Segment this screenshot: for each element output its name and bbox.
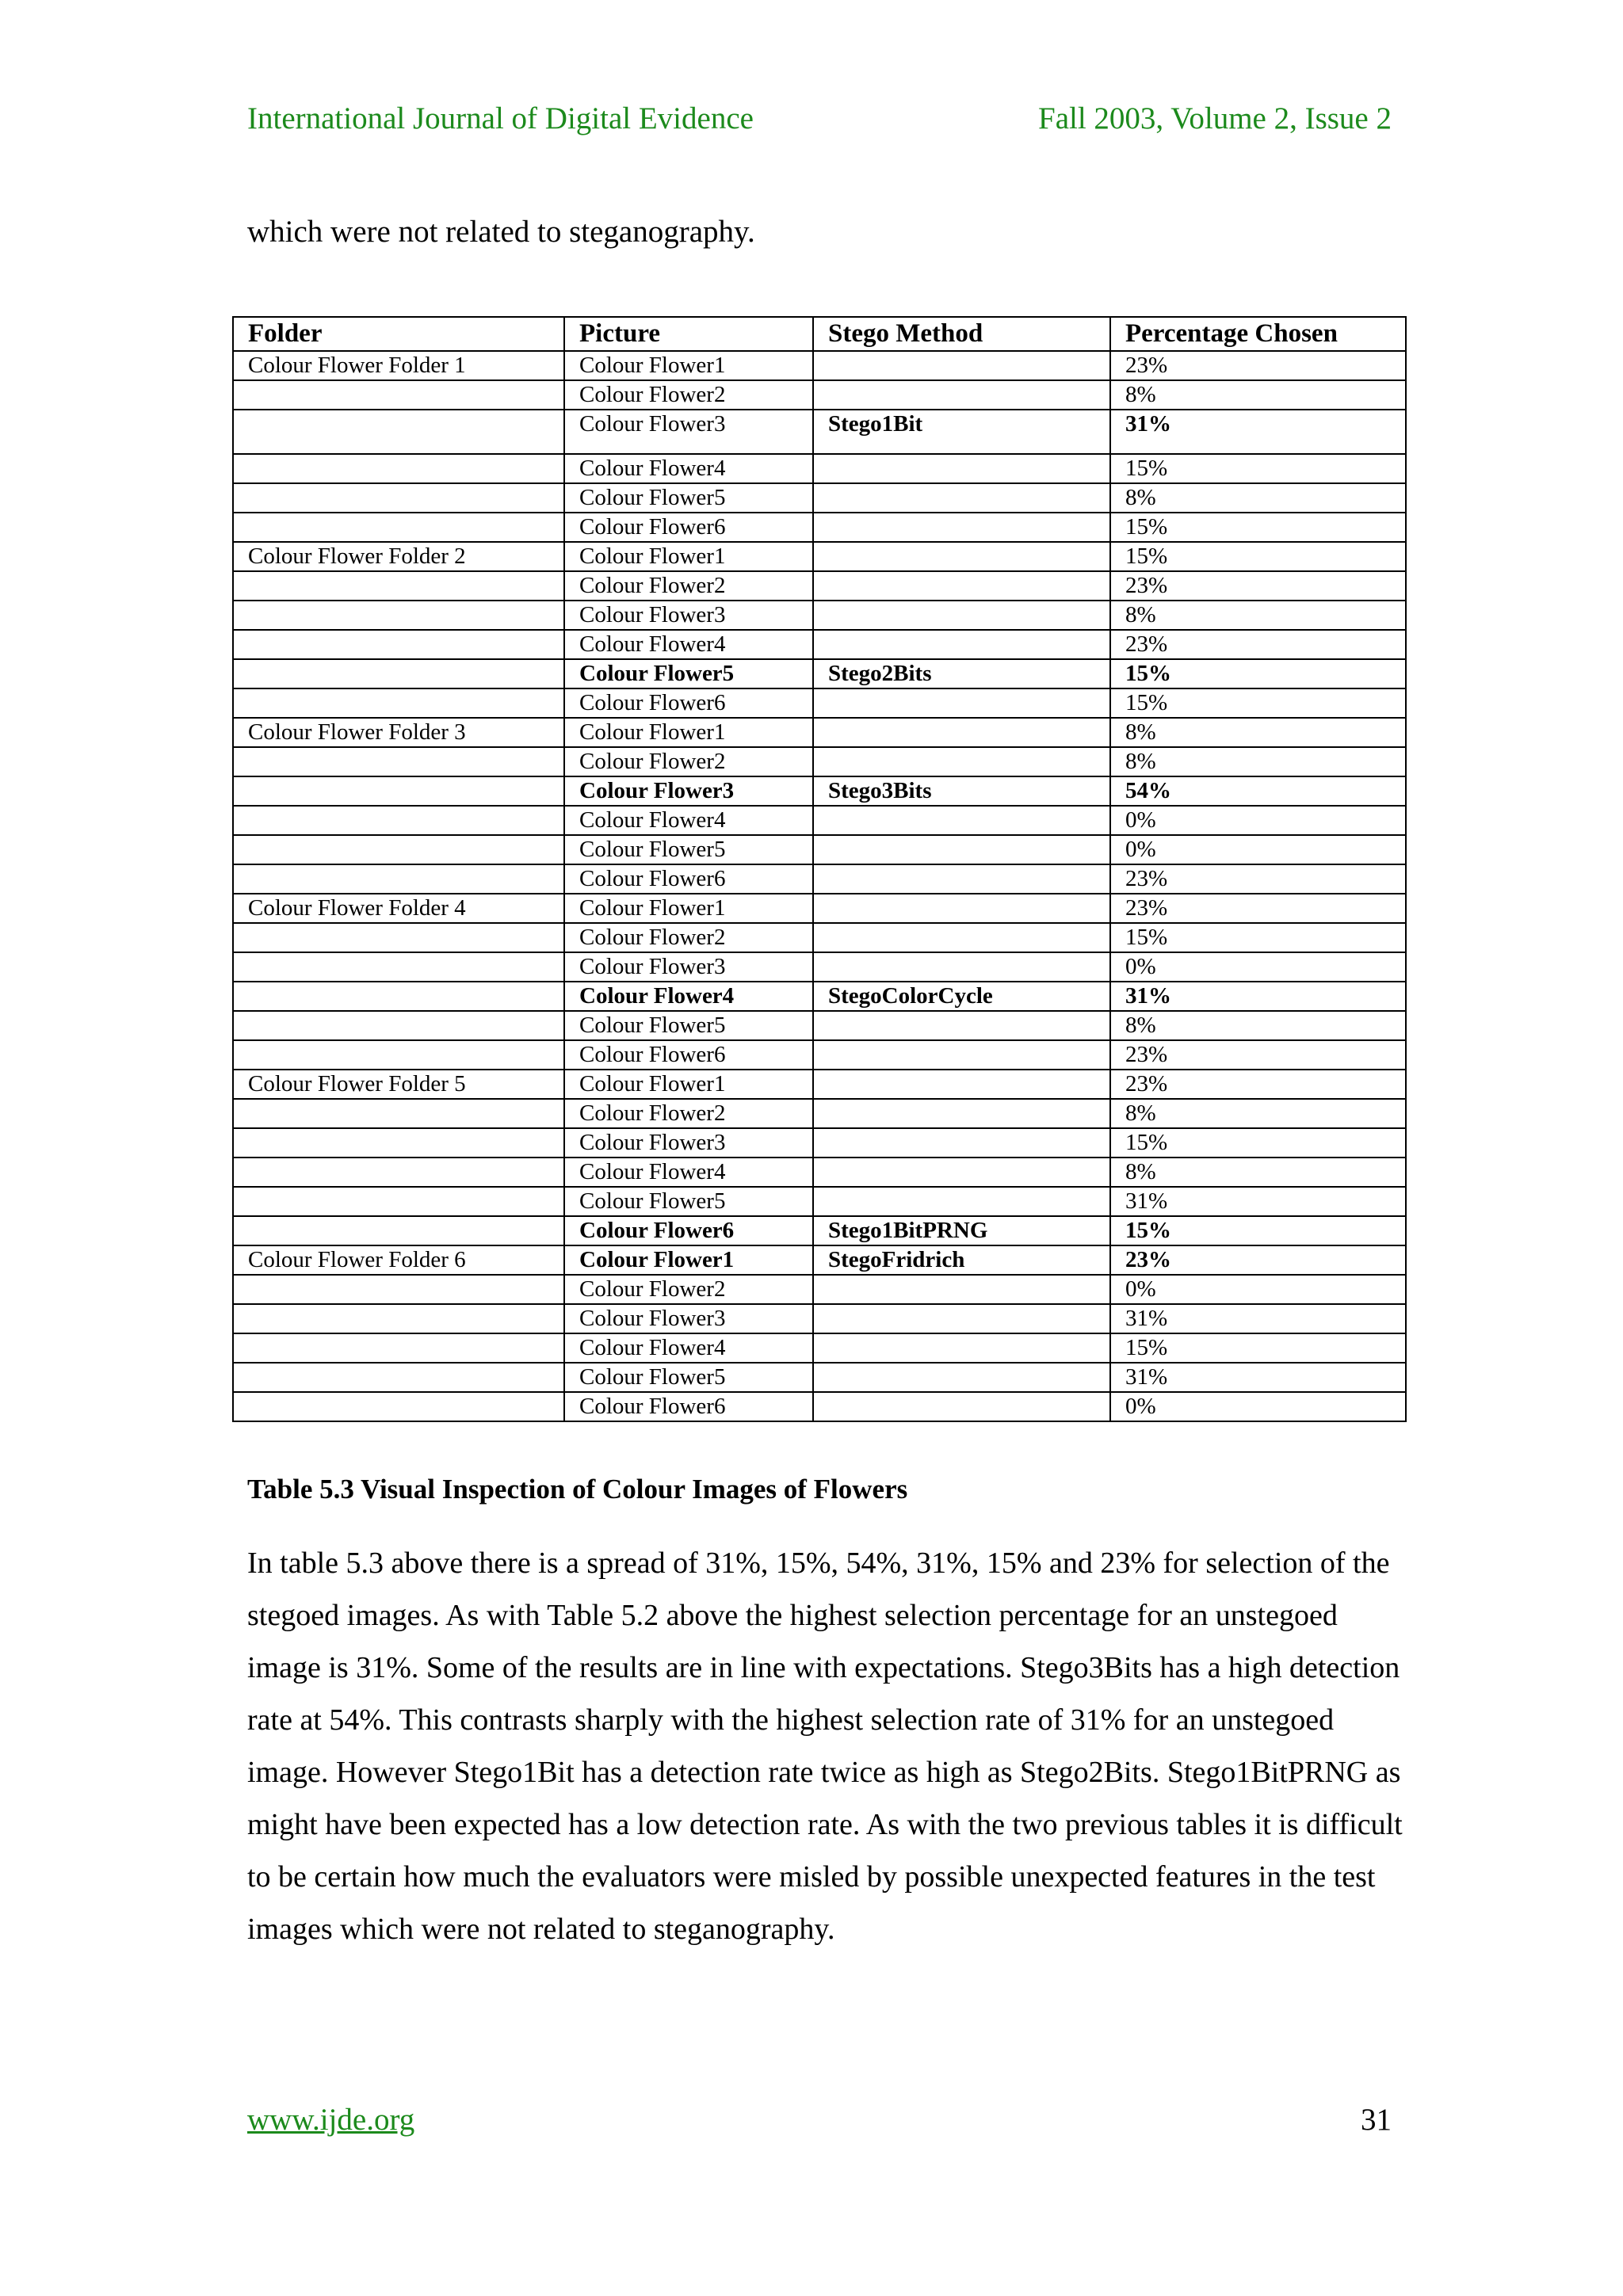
folder-cell bbox=[233, 571, 564, 601]
method-cell bbox=[813, 1070, 1110, 1099]
folder-cell bbox=[233, 410, 564, 454]
picture-cell: Colour Flower1 bbox=[564, 1245, 813, 1275]
picture-cell: Colour Flower1 bbox=[564, 542, 813, 571]
picture-cell: Colour Flower6 bbox=[564, 1040, 813, 1070]
percentage-cell: 8% bbox=[1110, 601, 1406, 630]
percentage-cell: 23% bbox=[1110, 351, 1406, 380]
picture-cell: Colour Flower6 bbox=[564, 1216, 813, 1245]
method-cell: Stego1Bit bbox=[813, 410, 1110, 454]
folder-cell bbox=[233, 1392, 564, 1421]
percentage-cell: 15% bbox=[1110, 513, 1406, 542]
percentage-cell: 31% bbox=[1110, 1304, 1406, 1333]
table-row bbox=[233, 630, 1406, 659]
folder-cell bbox=[233, 835, 564, 864]
picture-cell: Colour Flower3 bbox=[564, 410, 813, 454]
folder-cell bbox=[233, 1128, 564, 1158]
column-header-method: Stego Method bbox=[813, 317, 1110, 351]
table-row bbox=[233, 1245, 1406, 1275]
method-cell bbox=[813, 1187, 1110, 1216]
percentage-cell: 15% bbox=[1110, 659, 1406, 688]
method-cell bbox=[813, 454, 1110, 483]
percentage-cell: 23% bbox=[1110, 571, 1406, 601]
percentage-cell: 31% bbox=[1110, 1363, 1406, 1392]
table-row bbox=[233, 380, 1406, 410]
folder-cell bbox=[233, 630, 564, 659]
issue-info: Fall 2003, Volume 2, Issue 2 bbox=[1038, 101, 1392, 135]
table-caption: Table 5.3 Visual Inspection of Colour Images of Flowers bbox=[247, 1474, 908, 1505]
percentage-cell: 8% bbox=[1110, 747, 1406, 776]
folder-cell bbox=[233, 1363, 564, 1392]
percentage-cell: 0% bbox=[1110, 1275, 1406, 1304]
folder-cell: Colour Flower Folder 1 bbox=[233, 351, 564, 380]
percentage-cell: 23% bbox=[1110, 630, 1406, 659]
table-row bbox=[233, 806, 1406, 835]
percentage-cell: 8% bbox=[1110, 1011, 1406, 1040]
method-cell bbox=[813, 1011, 1110, 1040]
table-row bbox=[233, 1099, 1406, 1128]
method-cell bbox=[813, 1363, 1110, 1392]
percentage-cell: 31% bbox=[1110, 410, 1406, 454]
percentage-cell: 0% bbox=[1110, 806, 1406, 835]
folder-cell bbox=[233, 513, 564, 542]
body-paragraph: In table 5.3 above there is a spread of 31%, 15%, 54%, 31%, 15% and 23% for selection of the stegoed images. As with Table 5.2 above the highest selection percentage for an unstegoed image is 31%. Some of the results are in line with expectations. Stego3Bits has a high detection rate at 54%. This contrasts sharply with the highest selection rate of 31% for an unstegoed image. However Stego1Bit has a detection rate twice as high as Stego2Bits. Stego1BitPRNG as might have been expected has a low detection rate. As with the two previous tables it is difficult to be certain how much the evaluators were misled by possible unexpected features in the test images which were not related to steganography. bbox=[247, 1547, 1403, 1946]
picture-cell: Colour Flower3 bbox=[564, 1128, 813, 1158]
table-row bbox=[233, 1070, 1406, 1099]
footer-link[interactable]: www.ijde.org bbox=[247, 2103, 415, 2137]
percentage-cell: 15% bbox=[1110, 1216, 1406, 1245]
method-cell bbox=[813, 718, 1110, 747]
table-row bbox=[233, 1216, 1406, 1245]
table-row bbox=[233, 659, 1406, 688]
method-cell bbox=[813, 380, 1110, 410]
column-header-percentage: Percentage Chosen bbox=[1110, 317, 1406, 351]
picture-cell: Colour Flower2 bbox=[564, 747, 813, 776]
picture-cell: Colour Flower6 bbox=[564, 688, 813, 718]
folder-cell bbox=[233, 982, 564, 1011]
picture-cell: Colour Flower6 bbox=[564, 864, 813, 894]
column-header-folder: Folder bbox=[233, 317, 564, 351]
folder-cell bbox=[233, 952, 564, 982]
table-row bbox=[233, 982, 1406, 1011]
method-cell bbox=[813, 542, 1110, 571]
folder-cell: Colour Flower Folder 2 bbox=[233, 542, 564, 571]
table-row bbox=[233, 1187, 1406, 1216]
percentage-cell: 31% bbox=[1110, 982, 1406, 1011]
folder-cell: Colour Flower Folder 3 bbox=[233, 718, 564, 747]
percentage-cell: 8% bbox=[1110, 1099, 1406, 1128]
folder-cell: Colour Flower Folder 4 bbox=[233, 894, 564, 923]
table-row bbox=[233, 1275, 1406, 1304]
picture-cell: Colour Flower4 bbox=[564, 630, 813, 659]
percentage-cell: 15% bbox=[1110, 454, 1406, 483]
percentage-cell: 15% bbox=[1110, 923, 1406, 952]
folder-cell bbox=[233, 923, 564, 952]
column-header-picture: Picture bbox=[564, 317, 813, 351]
picture-cell: Colour Flower5 bbox=[564, 1187, 813, 1216]
table-row bbox=[233, 1040, 1406, 1070]
method-cell bbox=[813, 483, 1110, 513]
folder-cell bbox=[233, 1158, 564, 1187]
picture-cell: Colour Flower5 bbox=[564, 835, 813, 864]
folder-cell bbox=[233, 659, 564, 688]
picture-cell: Colour Flower3 bbox=[564, 776, 813, 806]
picture-cell: Colour Flower2 bbox=[564, 571, 813, 601]
table-row bbox=[233, 1011, 1406, 1040]
picture-cell: Colour Flower6 bbox=[564, 1392, 813, 1421]
percentage-cell: 15% bbox=[1110, 1128, 1406, 1158]
folder-cell bbox=[233, 1275, 564, 1304]
folder-cell bbox=[233, 1040, 564, 1070]
method-cell bbox=[813, 1392, 1110, 1421]
folder-cell bbox=[233, 1187, 564, 1216]
picture-cell: Colour Flower1 bbox=[564, 718, 813, 747]
picture-cell: Colour Flower4 bbox=[564, 454, 813, 483]
table-row bbox=[233, 952, 1406, 982]
method-cell bbox=[813, 513, 1110, 542]
folder-cell bbox=[233, 1216, 564, 1245]
percentage-cell: 0% bbox=[1110, 1392, 1406, 1421]
table-row bbox=[233, 1304, 1406, 1333]
percentage-cell: 31% bbox=[1110, 1187, 1406, 1216]
table-row bbox=[233, 1128, 1406, 1158]
table-row bbox=[233, 864, 1406, 894]
page-number: 31 bbox=[1361, 2103, 1392, 2137]
picture-cell: Colour Flower5 bbox=[564, 483, 813, 513]
table-row bbox=[233, 894, 1406, 923]
results-table bbox=[232, 316, 1407, 1422]
picture-cell: Colour Flower1 bbox=[564, 1070, 813, 1099]
folder-cell bbox=[233, 380, 564, 410]
method-cell bbox=[813, 630, 1110, 659]
percentage-cell: 15% bbox=[1110, 688, 1406, 718]
folder-cell bbox=[233, 1099, 564, 1128]
folder-cell bbox=[233, 864, 564, 894]
folder-cell bbox=[233, 1333, 564, 1363]
folder-cell bbox=[233, 454, 564, 483]
percentage-cell: 15% bbox=[1110, 1333, 1406, 1363]
percentage-cell: 15% bbox=[1110, 542, 1406, 571]
method-cell bbox=[813, 806, 1110, 835]
folder-cell bbox=[233, 747, 564, 776]
table-row bbox=[233, 776, 1406, 806]
table-row bbox=[233, 454, 1406, 483]
percentage-cell: 54% bbox=[1110, 776, 1406, 806]
table-row bbox=[233, 571, 1406, 601]
percentage-cell: 23% bbox=[1110, 1070, 1406, 1099]
method-cell bbox=[813, 1040, 1110, 1070]
percentage-cell: 8% bbox=[1110, 1158, 1406, 1187]
picture-cell: Colour Flower3 bbox=[564, 952, 813, 982]
table-row bbox=[233, 513, 1406, 542]
folder-cell bbox=[233, 806, 564, 835]
method-cell: Stego3Bits bbox=[813, 776, 1110, 806]
picture-cell: Colour Flower5 bbox=[564, 659, 813, 688]
percentage-cell: 23% bbox=[1110, 894, 1406, 923]
table-row bbox=[233, 351, 1406, 380]
method-cell bbox=[813, 952, 1110, 982]
folder-cell bbox=[233, 1304, 564, 1333]
folder-cell bbox=[233, 1011, 564, 1040]
picture-cell: Colour Flower3 bbox=[564, 1304, 813, 1333]
picture-cell: Colour Flower2 bbox=[564, 380, 813, 410]
picture-cell: Colour Flower1 bbox=[564, 351, 813, 380]
table-row bbox=[233, 601, 1406, 630]
method-cell bbox=[813, 923, 1110, 952]
table-header-row bbox=[233, 317, 1406, 351]
picture-cell: Colour Flower3 bbox=[564, 601, 813, 630]
percentage-cell: 23% bbox=[1110, 1245, 1406, 1275]
method-cell bbox=[813, 835, 1110, 864]
method-cell: Stego2Bits bbox=[813, 659, 1110, 688]
picture-cell: Colour Flower1 bbox=[564, 894, 813, 923]
picture-cell: Colour Flower5 bbox=[564, 1011, 813, 1040]
table-row bbox=[233, 718, 1406, 747]
picture-cell: Colour Flower4 bbox=[564, 1333, 813, 1363]
folder-cell bbox=[233, 601, 564, 630]
method-cell bbox=[813, 1304, 1110, 1333]
picture-cell: Colour Flower5 bbox=[564, 1363, 813, 1392]
method-cell bbox=[813, 1333, 1110, 1363]
percentage-cell: 8% bbox=[1110, 483, 1406, 513]
journal-title: International Journal of Digital Evidence bbox=[247, 101, 754, 135]
method-cell bbox=[813, 1128, 1110, 1158]
folder-cell bbox=[233, 688, 564, 718]
picture-cell: Colour Flower6 bbox=[564, 513, 813, 542]
method-cell bbox=[813, 601, 1110, 630]
percentage-cell: 0% bbox=[1110, 952, 1406, 982]
method-cell: StegoColorCycle bbox=[813, 982, 1110, 1011]
table-row bbox=[233, 542, 1406, 571]
percentage-cell: 0% bbox=[1110, 835, 1406, 864]
table-body bbox=[233, 351, 1406, 1421]
table-row bbox=[233, 688, 1406, 718]
picture-cell: Colour Flower2 bbox=[564, 923, 813, 952]
picture-cell: Colour Flower4 bbox=[564, 1158, 813, 1187]
percentage-cell: 8% bbox=[1110, 718, 1406, 747]
method-cell bbox=[813, 688, 1110, 718]
method-cell: Stego1BitPRNG bbox=[813, 1216, 1110, 1245]
method-cell bbox=[813, 1275, 1110, 1304]
table-row bbox=[233, 483, 1406, 513]
method-cell bbox=[813, 894, 1110, 923]
table-row bbox=[233, 747, 1406, 776]
folder-cell: Colour Flower Folder 5 bbox=[233, 1070, 564, 1099]
table-row bbox=[233, 835, 1406, 864]
table-row bbox=[233, 923, 1406, 952]
folder-cell bbox=[233, 483, 564, 513]
table-row bbox=[233, 410, 1406, 454]
method-cell bbox=[813, 864, 1110, 894]
folder-cell: Colour Flower Folder 6 bbox=[233, 1245, 564, 1275]
table-row bbox=[233, 1333, 1406, 1363]
folder-cell bbox=[233, 776, 564, 806]
method-cell bbox=[813, 351, 1110, 380]
picture-cell: Colour Flower2 bbox=[564, 1099, 813, 1128]
intro-text: which were not related to steganography. bbox=[247, 215, 755, 249]
percentage-cell: 8% bbox=[1110, 380, 1406, 410]
method-cell bbox=[813, 571, 1110, 601]
method-cell bbox=[813, 1158, 1110, 1187]
method-cell bbox=[813, 747, 1110, 776]
picture-cell: Colour Flower2 bbox=[564, 1275, 813, 1304]
percentage-cell: 23% bbox=[1110, 1040, 1406, 1070]
table-row bbox=[233, 1363, 1406, 1392]
picture-cell: Colour Flower4 bbox=[564, 806, 813, 835]
method-cell: StegoFridrich bbox=[813, 1245, 1110, 1275]
table-row bbox=[233, 1158, 1406, 1187]
table-row bbox=[233, 1392, 1406, 1421]
method-cell bbox=[813, 1099, 1110, 1128]
picture-cell: Colour Flower4 bbox=[564, 982, 813, 1011]
percentage-cell: 23% bbox=[1110, 864, 1406, 894]
